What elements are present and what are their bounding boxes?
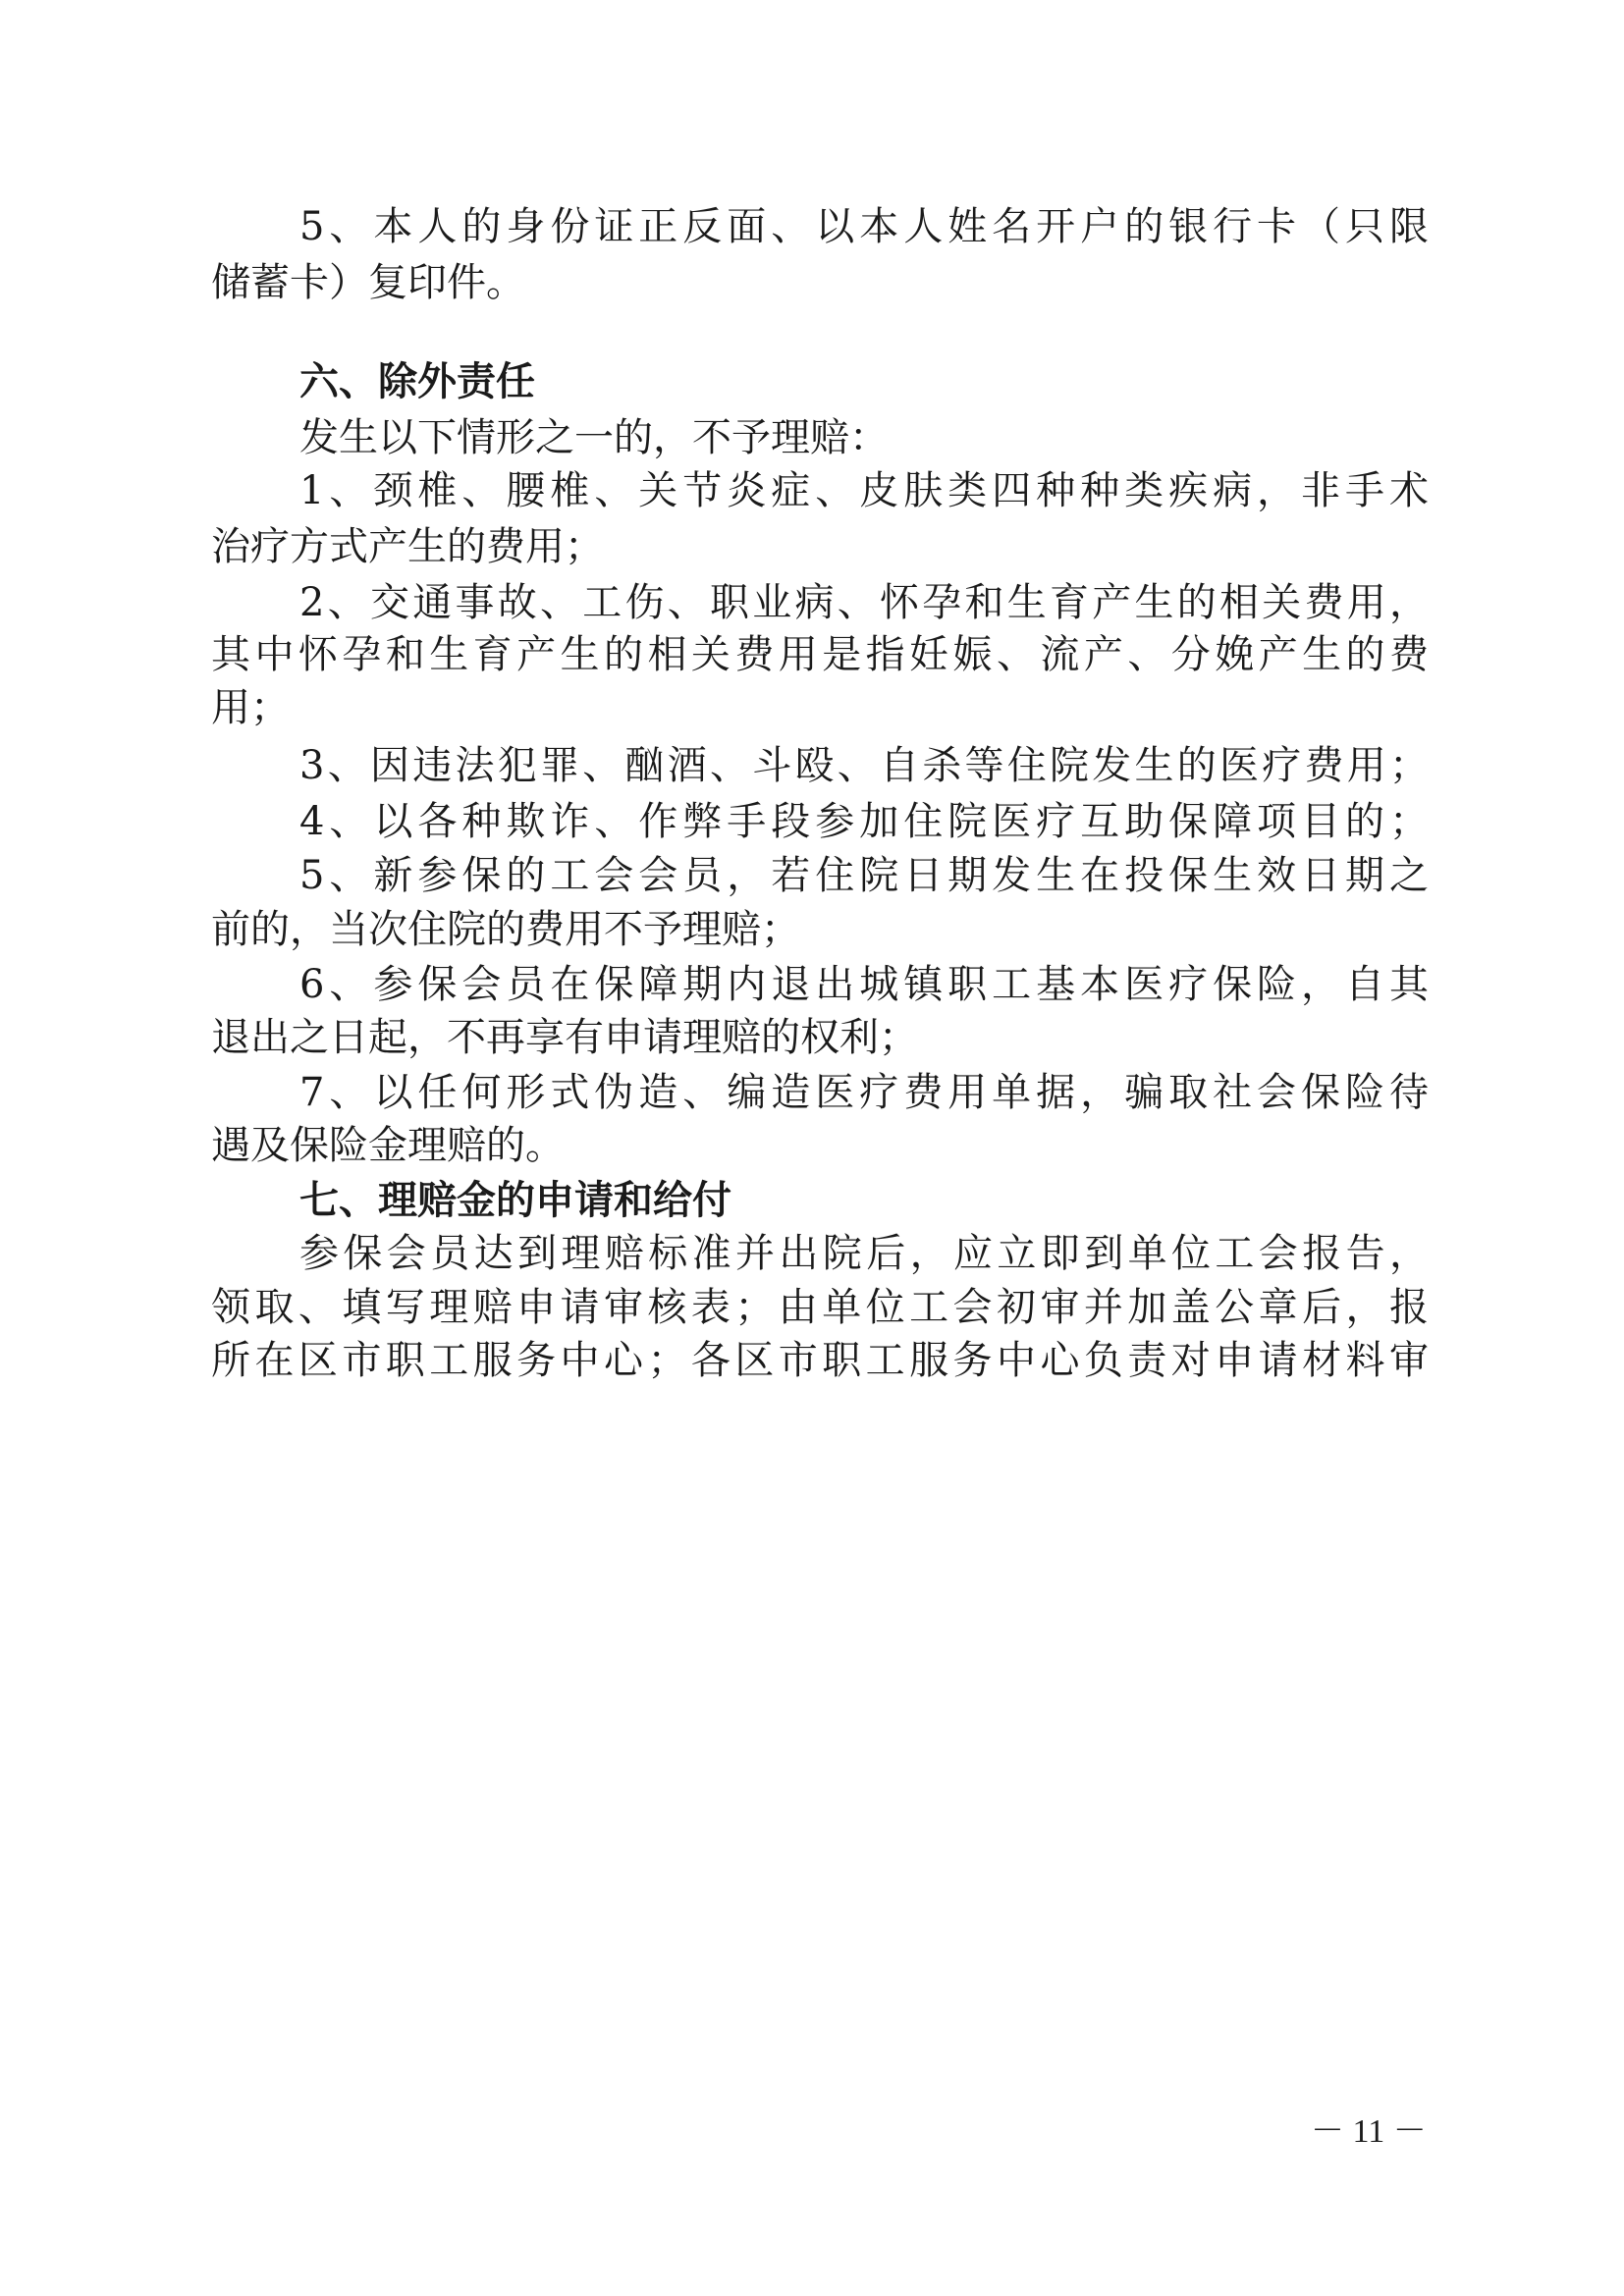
- section-7-paragraph-line-2: 领取、填写理赔申请审核表；由单位工会初审并加盖公章后，报: [211, 1285, 1429, 1330]
- exclusion-5-line-1: 5、新参保的工会会员，若住院日期发生在投保生效日期之: [299, 853, 1429, 898]
- exclusion-7-line-2: 遇及保险金理赔的。: [211, 1123, 565, 1168]
- section-7-heading: 七、理赔金的申请和给付: [299, 1178, 731, 1223]
- exclusion-5-line-2: 前的，当次住院的费用不予理赔；: [211, 907, 800, 952]
- page-number: － 11 －: [1311, 2113, 1427, 2150]
- item-5-line-2: 储蓄卡）复印件。: [211, 260, 525, 305]
- section-7-paragraph-line-1: 参保会员达到理赔标准并出院后，应立即到单位工会报告，: [299, 1231, 1429, 1276]
- item-5-line-1: 5、本人的身份证正反面、以本人姓名开户的银行卡（只限: [299, 204, 1429, 249]
- exclusion-2-line-2: 其中怀孕和生育产生的相关费用是指妊娠、流产、分娩产生的费: [211, 632, 1429, 677]
- exclusion-2-line-1: 2、交通事故、工伤、职业病、怀孕和生育产生的相关费用，: [299, 580, 1429, 625]
- exclusion-2-line-3: 用；: [211, 685, 290, 730]
- section-7-paragraph-line-3: 所在区市职工服务中心；各区市职工服务中心负责对申请材料审: [211, 1338, 1429, 1383]
- exclusion-4: 4、以各种欺诈、作弊手段参加住院医疗互助保障项目的；: [299, 799, 1429, 844]
- section-6-intro: 发生以下情形之一的，不予理赔：: [299, 415, 889, 460]
- exclusion-7-line-1: 7、以任何形式伪造、编造医疗费用单据，骗取社会保险待: [299, 1070, 1429, 1115]
- exclusion-6-line-1: 6、参保会员在保障期内退出城镇职工基本医疗保险，自其: [299, 962, 1429, 1007]
- section-6-heading: 六、除外责任: [299, 359, 535, 404]
- exclusion-3: 3、因违法犯罪、酗酒、斗殴、自杀等住院发生的医疗费用；: [299, 743, 1429, 788]
- exclusion-6-line-2: 退出之日起，不再享有申请理赔的权利；: [211, 1015, 918, 1060]
- exclusion-1-line-2: 治疗方式产生的费用；: [211, 524, 604, 569]
- exclusion-1-line-1: 1、颈椎、腰椎、关节炎症、皮肤类四种种类疾病，非手术: [299, 468, 1429, 513]
